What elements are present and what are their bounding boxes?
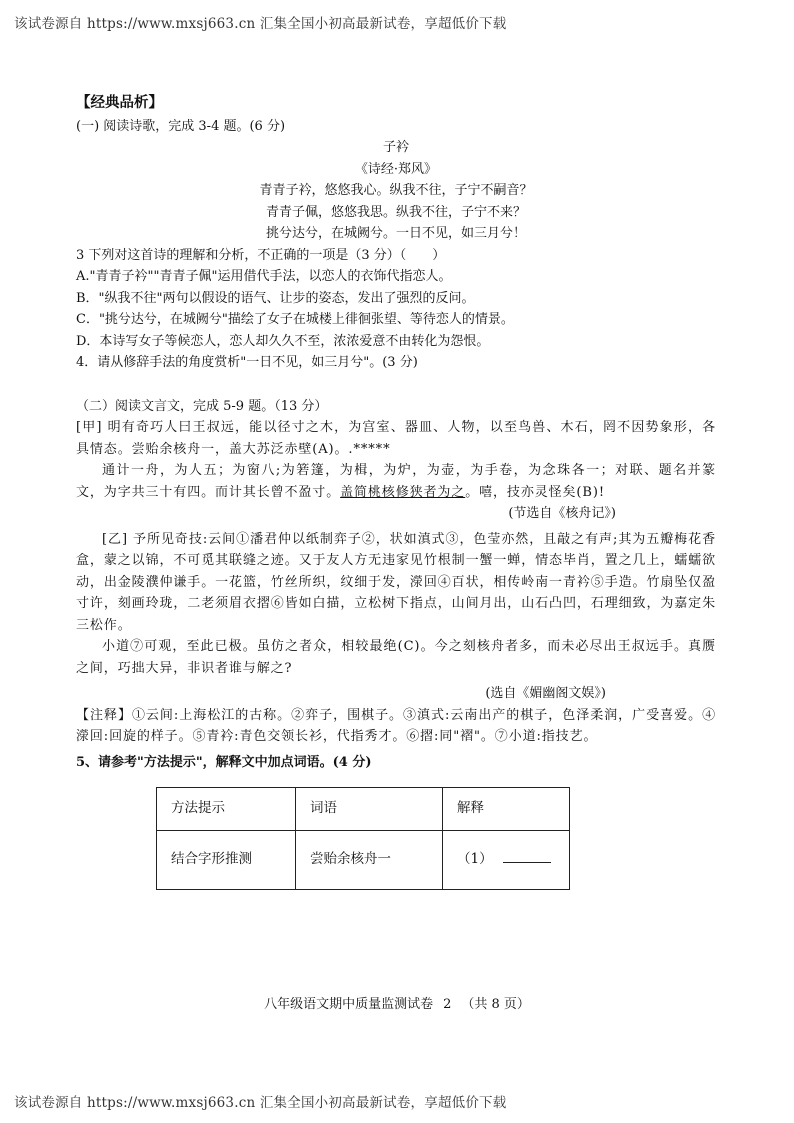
answer-cell [443,831,570,890]
source-banner-top: 该试卷源自 https://www.mxsj663.cn 汇集全国小初高最新试卷，享超低价下载 [14,16,507,32]
passage-yi-source: (选自《媚幽阁文娱》) [485,686,606,701]
footer-title: 八年级语文期中质量监测试卷 [264,997,434,1012]
passage-jia-text: 通计一舟，为人五；为窗八;为箬篷，为楫，为炉，为壶，为手卷，为念珠各一；对联、题名并篆文，为字共三十有四。而计其长曾不盈寸。 [76,463,716,500]
passage-jia-source: (节选自《核舟记》) [508,506,616,521]
section-heading: 【经典品析】 [76,94,163,111]
annotation-note: 【注释】①云间:上海松江的古称。②弈子，围棋子。③滇式:云南出产的棋子，色泽柔润，广受喜爱。④濴回:回旋的样子。⑤青衿:青色交领长衫，代指秀才。⑥摺:同"褶"。⑦小道:指技艺。 [76,707,716,744]
answer-blank[interactable] [503,850,551,863]
table-cell: 结合字形推测 [157,831,296,890]
option-b: B．"纵我不往"两句以假设的语气、让步的姿态，发出了强烈的反问。 [76,290,475,306]
method-table [156,787,570,890]
passage-jia-paragraph-1: [甲] 明有奇巧人曰王叔远，能以径寸之木，为宫室、器皿、人物，以至鸟兽、木石，罔不因势象形，各具情态。尝贻余核舟一，盖大苏泛赤壁(A)。.***** [76,420,716,457]
underlined-sentence: 盖简桃核修狭者为之 [340,484,466,500]
passage-yi-paragraph-2: 小道⑦可观，至此已极。虽仿之者众，相较最绝(C)。今之刻核舟者多，而未必尽出王叔远手。真赝之间，巧拙大异，非识者谁与解之? [76,639,716,676]
question-4: 4．请从修辞手法的角度赏析"一日不见，如三月兮"。(3 分) [76,355,418,370]
table-cell: 尝贻余核舟一 [296,831,443,890]
table-header-cell: 方法提示 [157,788,296,831]
option-d: D．本诗写女子等候恋人，恋人却久久不至，浓浓爱意不由转化为怨恨。 [76,333,490,349]
poem-source: 《诗经·郑风》 [354,161,438,177]
passage-jia-text-end: 。嘻，技亦灵怪矣(B)! [465,484,605,500]
option-c: C．"挑兮达兮，在城阙兮"描绘了女子在城楼上徘徊张望、等待恋人的情景。 [76,312,514,327]
part2-title: （二）阅读文言文，完成 5-9 题。（13 分） [76,398,328,414]
footer-page-number: 2 [443,997,452,1012]
table-header-cell: 解释 [443,788,570,831]
source-banner-bottom: 该试卷源自 https://www.mxsj663.cn 汇集全国小初高最新试卷，享超低价下载 [14,1095,507,1111]
poem-line: 青青子衿，悠悠我心。纵我不往，子宁不嗣音？ [259,183,533,198]
question-5: 5、请参考"方法提示"，解释文中加点词语。(4 分) [76,754,372,770]
table-row [157,831,570,890]
poem-line: 挑兮达兮，在城阙兮。一日不见，如三月兮！ [265,226,526,241]
part1-title: (一) 阅读诗歌，完成 3-4 题。(6 分) [76,118,286,134]
passage-jia-paragraph-2 [76,460,716,503]
poem-title: 子衿 [382,140,409,155]
option-a: A."青青子衿""青青子佩"运用借代手法，以恋人的衣饰代指恋人。 [76,269,452,284]
question-3: 3 下列对这首诗的理解和分析，不正确的一项是（3 分）（ ） [76,247,446,263]
poem-line: 青青子佩，悠悠我思。纵我不往，子宁不来？ [265,204,526,220]
table-header-cell: 词语 [296,788,443,831]
passage-yi-paragraph-1: [乙] 予所见奇技:云间①潘君仲以纸制弈子②，状如滇式③，色莹亦然，且敲之有声;其为五瓣梅花香盒，蒙之以锦，不可觅其联缝之迹。又于友人方无违家见竹根制一蟹一蝉，情态毕肖，置之几上，蠕蠕欲动，出金陵濮仲谦手。一花篮，竹丝所织，纹细于发，濴回④百状，相传岭南一青衿⑤手造。竹扇坠仅盈寸许，刻画玲珑，二老须眉衣摺⑥皆如白描，立松树下指点，山间月出，山石凸凹，石理细致，为嘉定朱三松作。 [76,531,716,633]
exam-page [76,92,716,890]
answer-number: （1） [457,851,493,868]
page-footer [0,993,794,1012]
footer-total-pages: （共 8 页） [461,997,530,1012]
table-header-row [157,788,570,831]
